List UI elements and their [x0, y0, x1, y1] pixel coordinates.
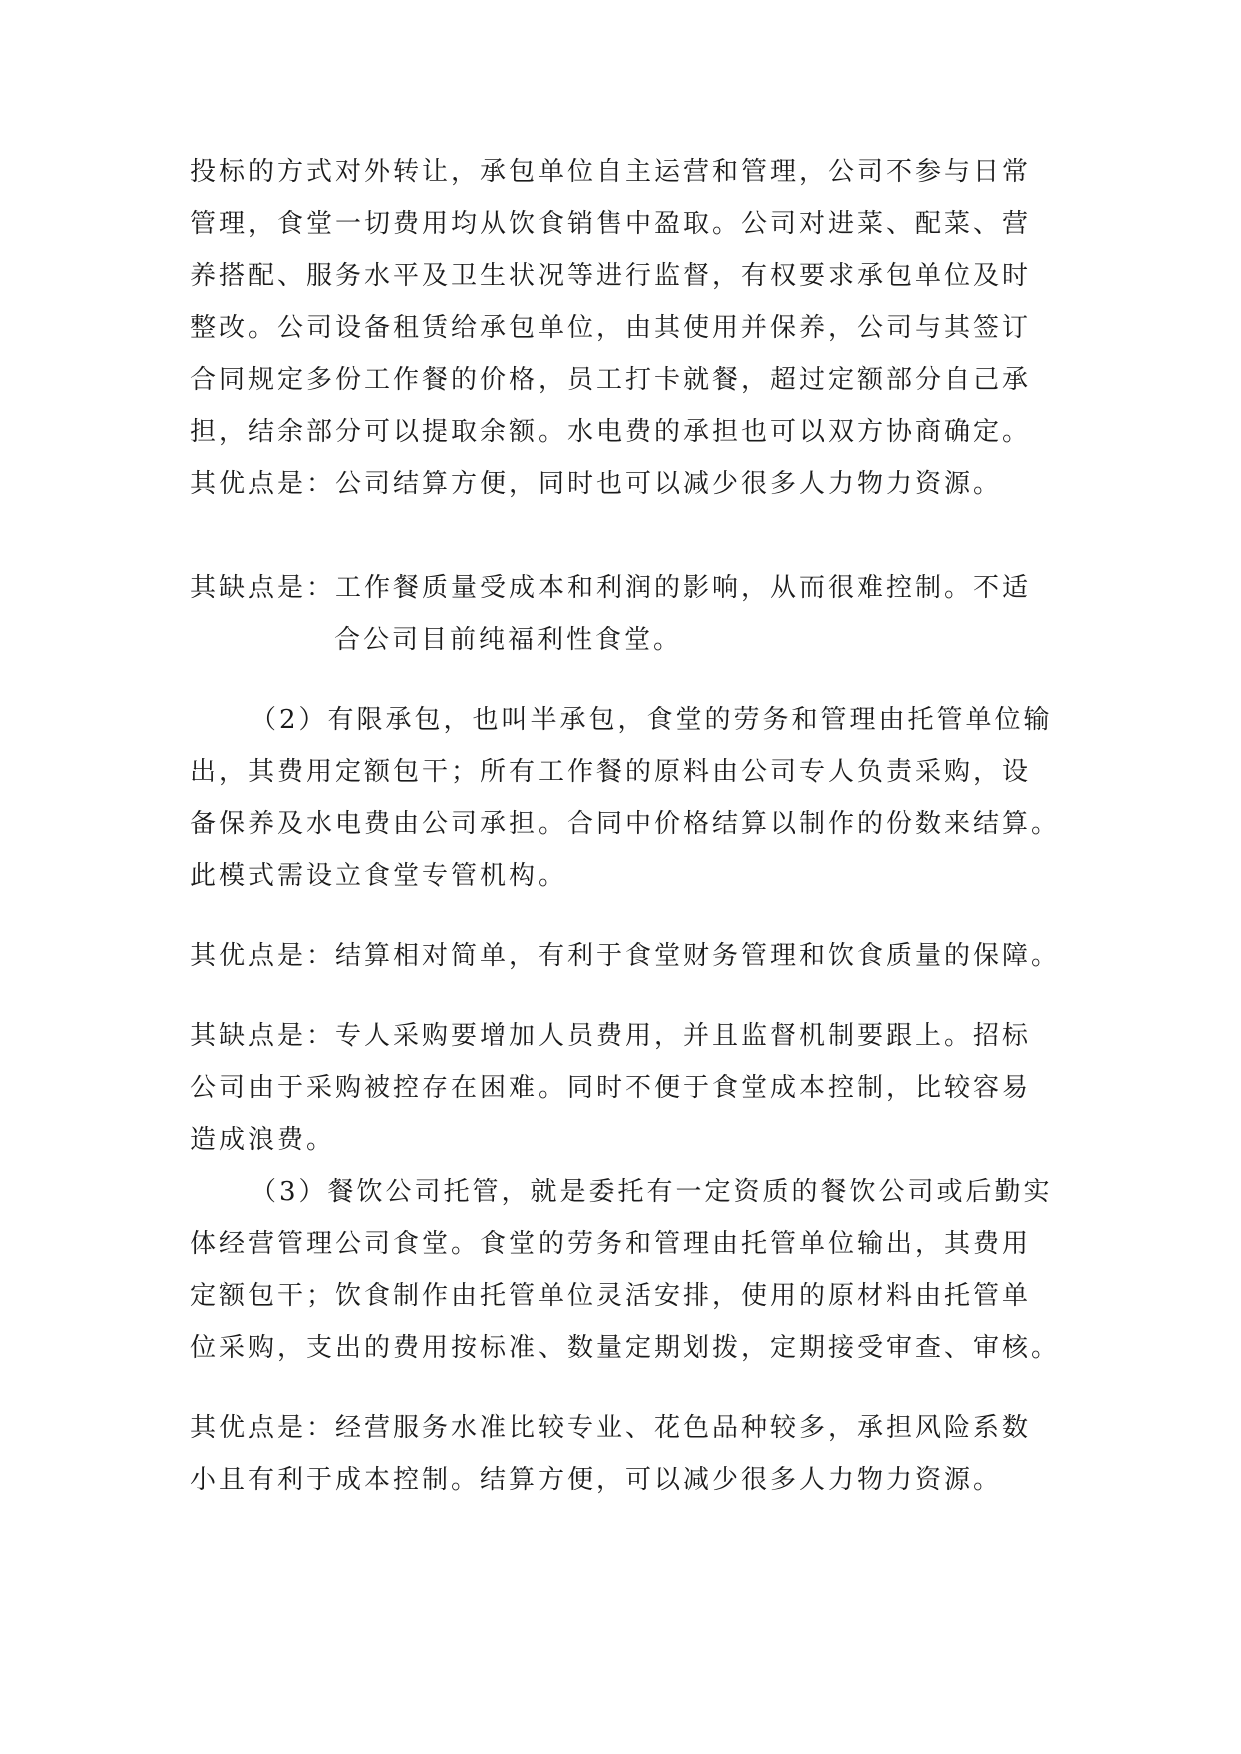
text-line: （3）餐饮公司托管，就是委托有一定资质的餐饮公司或后勤实 — [250, 1177, 1053, 1207]
text-line: 公司由于采购被控存在困难。同时不便于食堂成本控制，比较容易 — [190, 1073, 1032, 1103]
text-line: 定额包干；饮食制作由托管单位灵活安排，使用的原材料由托管单 — [190, 1281, 1032, 1311]
text-line: 养搭配、服务水平及卫生状况等进行监督，有权要求承包单位及时 — [190, 261, 1032, 291]
text-line: 位采购，支出的费用按标准、数量定期划拨，定期接受审查、审核。 — [190, 1333, 1061, 1363]
text-line: （2）有限承包，也叫半承包，食堂的劳务和管理由托管单位输 — [250, 705, 1053, 735]
text-line: 出，其费用定额包干；所有工作餐的原料由公司专人负责采购，设 — [190, 757, 1032, 787]
text-line: 造成浪费。 — [190, 1125, 336, 1155]
text-line: 备保养及水电费由公司承担。合同中价格结算以制作的份数来结算。 — [190, 809, 1061, 839]
text-line: 整改。公司设备租赁给承包单位，由其使用并保养，公司与其签订 — [190, 313, 1032, 343]
text-line: 其优点是：结算相对简单，有利于食堂财务管理和饮食质量的保障。 — [190, 941, 1061, 971]
text-line: 其缺点是：专人采购要增加人员费用，并且监督机制要跟上。招标 — [190, 1021, 1032, 1051]
text-line: 合公司目前纯福利性食堂。 — [334, 625, 683, 655]
text-line: 其缺点是：工作餐质量受成本和利润的影响，从而很难控制。不适 — [190, 573, 1032, 603]
text-line: 此模式需设立食堂专管机构。 — [190, 861, 568, 891]
text-line: 体经营管理公司食堂。食堂的劳务和管理由托管单位输出，其费用 — [190, 1229, 1032, 1259]
text-line: 其优点是：经营服务水准比较专业、花色品种较多，承担风险系数 — [190, 1413, 1032, 1443]
text-line: 担，结余部分可以提取余额。水电费的承担也可以双方协商确定。 — [190, 417, 1032, 447]
text-line: 投标的方式对外转让，承包单位自主运营和管理，公司不参与日常 — [190, 157, 1032, 187]
text-line: 合同规定多份工作餐的价格，员工打卡就餐，超过定额部分自己承 — [190, 365, 1032, 395]
text-line: 小且有利于成本控制。结算方便，可以减少很多人力物力资源。 — [190, 1465, 1003, 1495]
text-line: 管理，食堂一切费用均从饮食销售中盈取。公司对进菜、配菜、营 — [190, 209, 1032, 239]
text-line: 其优点是：公司结算方便，同时也可以减少很多人力物力资源。 — [190, 469, 1003, 499]
